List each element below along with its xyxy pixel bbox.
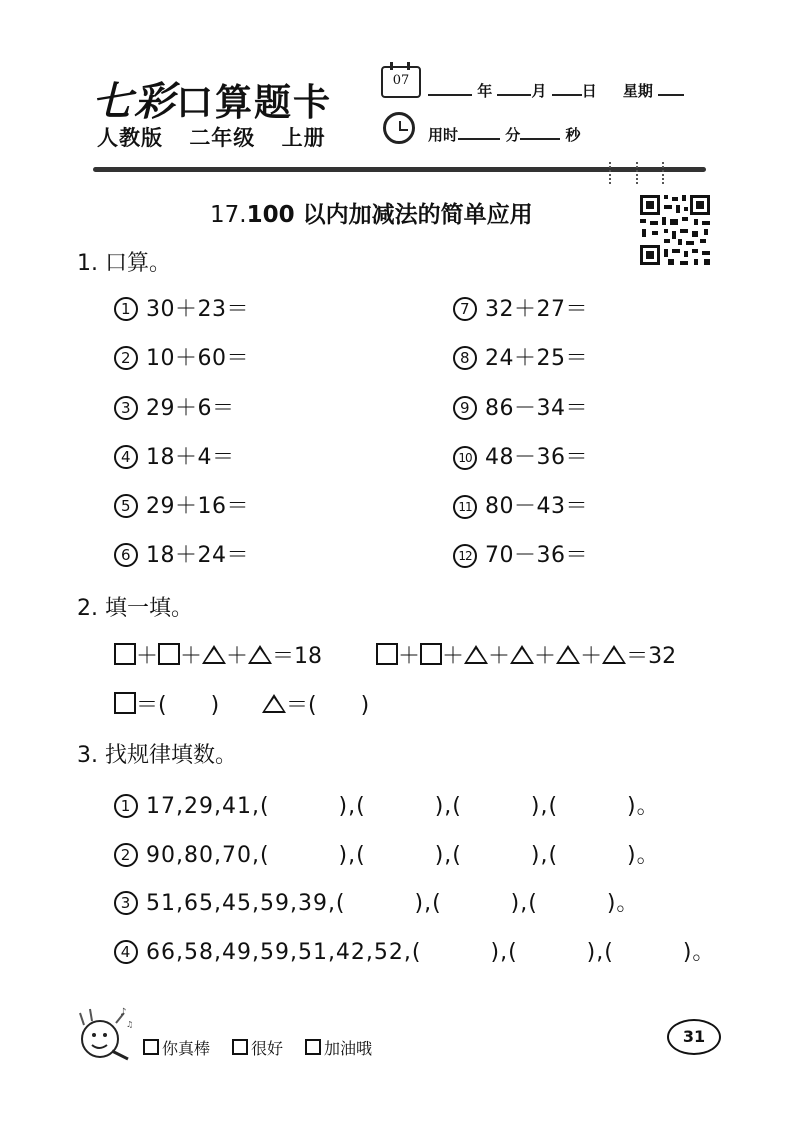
rating-checkbox[interactable] [143,1039,159,1055]
header-divider [93,167,706,172]
problem-expression: 48－36＝ [485,445,588,470]
section-1-heading: 1. 口算。 [77,251,171,276]
weekday-label: 星期 [622,82,653,100]
problem-expression: 86－34＝ [485,396,588,421]
triangle-symbol [262,694,286,713]
equation-18 [114,639,322,670]
rating-label: 你真棒 [162,1039,211,1058]
problem-expression: 29＋16＝ [146,494,249,519]
problem-7[interactable] [453,292,588,323]
sequence-row-3[interactable] [114,886,639,917]
time-fill-line[interactable] [428,124,581,145]
divider-dots [636,162,640,184]
sequence-row-2[interactable] [114,838,660,869]
sequence-number: 4 [114,940,138,964]
plus-sign: ＋ [398,644,421,669]
plus-sign: ＋ [534,644,557,669]
problem-number: 4 [114,445,138,469]
problem-11[interactable] [453,489,588,520]
rating-keep-going[interactable] [305,1036,372,1059]
problem-number: 2 [114,346,138,370]
lesson-title [210,196,533,229]
sequence-number: 1 [114,794,138,818]
edition-volume: 上册 [281,126,326,150]
sequence-text: 17,29,41,( ),( ),( ),( )。 [146,794,660,819]
lesson-number: 17. [210,202,247,228]
edition-grade: 二年级 [189,126,256,150]
problem-expression: 70－36＝ [485,543,588,568]
triangle-symbol [556,645,580,664]
plus-sign: ＋ [226,644,249,669]
brand-main: 口算题卡 [176,80,332,124]
problem-9[interactable] [453,391,588,422]
problem-5[interactable] [114,489,249,520]
calendar-icon [381,66,421,98]
problem-expression: 32＋27＝ [485,297,588,322]
problem-1[interactable] [114,292,249,323]
sequence-number: 3 [114,891,138,915]
problem-number: 11 [453,495,477,519]
square-symbol [158,643,180,665]
plus-sign: ＋ [580,644,603,669]
problem-number: 10 [453,446,477,470]
problem-10[interactable] [453,440,588,471]
equals-18: ＝18 [272,644,323,669]
edition-line [97,122,344,152]
seconds-label: 秒 [565,126,581,144]
plus-sign: ＋ [442,644,465,669]
rating-checkbox[interactable] [305,1039,321,1055]
triangle-symbol [248,645,272,664]
rating-label: 很好 [251,1039,284,1058]
problem-number: 12 [453,544,477,568]
problem-8[interactable] [453,341,588,372]
date-fill-line[interactable] [428,80,684,101]
problem-expression: 80－43＝ [485,494,588,519]
sequence-row-1[interactable] [114,789,660,820]
qr-code-icon[interactable] [638,193,712,267]
problem-12[interactable] [453,538,588,569]
problem-6[interactable] [114,538,249,569]
square-symbol [376,643,398,665]
problem-number: 6 [114,543,138,567]
divider-dots [662,162,666,184]
square-answer[interactable] [114,688,219,719]
plus-sign: ＋ [136,644,159,669]
section-3-heading: 3. 找规律填数。 [77,743,237,768]
svg-text:♪: ♪ [120,1007,127,1018]
sequence-text: 90,80,70,( ),( ),( ),( )。 [146,843,660,868]
page-number: 31 [667,1019,721,1055]
problem-4[interactable] [114,440,235,471]
problem-number: 9 [453,396,477,420]
triangle-answer[interactable] [262,688,369,719]
time-used-label: 用时 [428,126,459,144]
brand-logo [92,70,332,127]
clock-icon [383,112,415,144]
rating-checkbox[interactable] [232,1039,248,1055]
calendar-day: 07 [392,73,410,88]
sequence-text: 51,65,45,59,39,( ),( ),( )。 [146,891,640,916]
square-symbol [114,643,136,665]
square-symbol [114,692,136,714]
mascot-illustration [72,1003,134,1065]
day-label: 日 [581,82,597,100]
plus-sign: ＋ [180,644,203,669]
rating-great[interactable] [143,1036,210,1059]
edition-publisher: 人教版 [97,126,163,150]
triangle-symbol [202,645,226,664]
lesson-title-text: 100 以内加减法的简单应用 [246,202,533,228]
problem-2[interactable] [114,341,249,372]
equation-32 [376,639,676,670]
square-symbol [420,643,442,665]
triangle-symbol [602,645,626,664]
brand-prefix: 七彩 [92,78,176,125]
section-2-heading: 2. 填一填。 [77,596,193,621]
problem-expression: 29＋6＝ [146,396,235,421]
svg-text:♫: ♫ [126,1020,134,1029]
plus-sign: ＋ [488,644,511,669]
problem-3[interactable] [114,391,235,422]
problem-number: 7 [453,297,477,321]
divider-dots [609,162,613,184]
problem-number: 8 [453,346,477,370]
problem-expression: 24＋25＝ [485,346,588,371]
problem-number: 3 [114,396,138,420]
sequence-text: 66,58,49,59,51,42,52,( ),( ),( )。 [146,940,716,965]
problem-expression: 18＋24＝ [146,543,249,568]
sequence-number: 2 [114,843,138,867]
year-label: 年 [477,82,493,100]
sequence-row-4[interactable] [114,935,715,966]
problem-expression: 30＋23＝ [146,297,249,322]
rating-good[interactable] [232,1036,283,1059]
problem-expression: 10＋60＝ [146,346,249,371]
rating-label: 加油哦 [324,1039,373,1058]
month-label: 月 [531,82,547,100]
answer-blank: ＝( ) [286,693,370,718]
minutes-label: 分 [505,126,521,144]
problem-number: 5 [114,494,138,518]
answer-blank: ＝( ) [136,693,220,718]
triangle-symbol [510,645,534,664]
problem-number: 1 [114,297,138,321]
problem-expression: 18＋4＝ [146,445,235,470]
equals-32: ＝32 [626,644,677,669]
triangle-symbol [464,645,488,664]
